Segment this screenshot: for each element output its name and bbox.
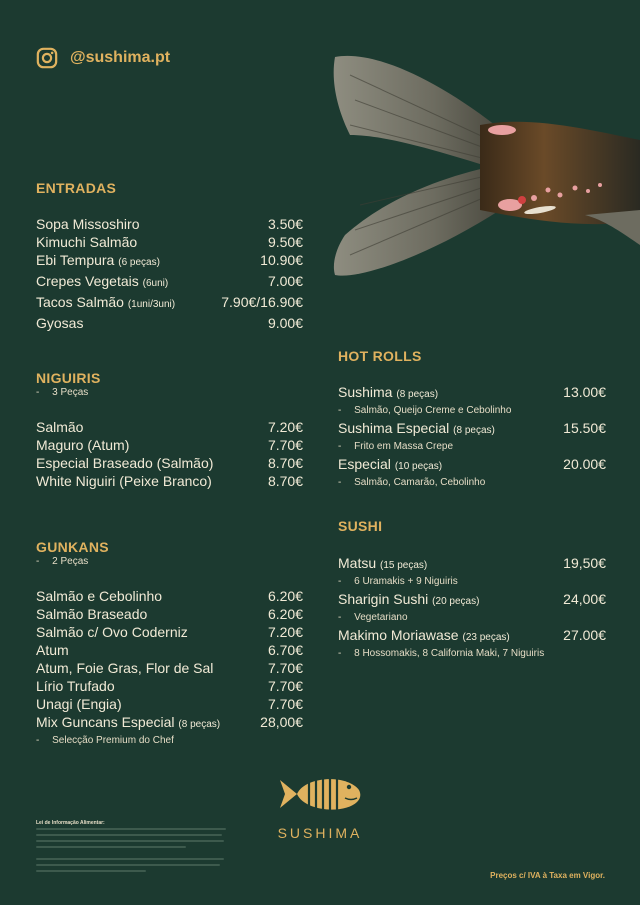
fish-logo-icon [275, 770, 365, 818]
entradas-list [36, 215, 303, 332]
menu-item: Atum 6.70€ [36, 642, 303, 658]
brand-name: SUSHIMA [277, 825, 363, 841]
menu-item: Sopa Missoshiro 3.50€ [36, 216, 303, 232]
gunkans-list [36, 587, 303, 747]
menu-item: Lírio Trufado 7.70€ [36, 678, 303, 694]
section-subtitle: - 2 Peças [36, 556, 89, 567]
section-title-gunkans: GUNKANS [36, 539, 109, 555]
menu-item: Matsu (15 peças) 19,50€ [338, 555, 606, 571]
section-subtitle: - 3 Peças [36, 387, 89, 398]
section-title-sushi: SUSHI [338, 518, 383, 534]
menu-item: Atum, Foie Gras, Flor de Sal 7.70€ [36, 660, 303, 676]
niguiris-list [36, 418, 303, 490]
menu-item: Salmão Braseado 6.20€ [36, 606, 303, 622]
menu-item: Crepes Vegetais (6uni) 7.00€ [36, 273, 303, 289]
instagram-icon [36, 47, 58, 69]
menu-item: Mix Guncans Especial (8 peças) 28,00€ [36, 714, 303, 730]
menu-item: Gyosas 9.00€ [36, 315, 303, 331]
section-title-niguiris: NIGUIRIS [36, 370, 101, 386]
menu-item: Especial (10 peças) 20.00€ [338, 456, 606, 472]
section-title-entradas: ENTRADAS [36, 180, 117, 196]
food-info-text [36, 828, 226, 872]
fish-tail-illustration [330, 45, 640, 285]
menu-item: White Niguiri (Peixe Branco) 8.70€ [36, 473, 303, 489]
menu-item: Sushima Especial (8 peças) 15.50€ [338, 420, 606, 436]
menu-item: Especial Braseado (Salmão) 8.70€ [36, 455, 303, 471]
food-info-title: Lei de Informação Alimentar: [36, 820, 105, 826]
item-note: - Salmão, Queijo Creme e Cebolinho [338, 405, 512, 416]
hot-rolls-list [338, 383, 606, 489]
item-note: - 6 Uramakis + 9 Niguiris [338, 576, 458, 587]
sushima-logo [275, 770, 365, 841]
menu-item: Kimuchi Salmão 9.50€ [36, 234, 303, 250]
menu-item: Salmão 7.20€ [36, 419, 303, 435]
item-note: - Frito em Massa Crepe [338, 441, 454, 452]
instagram-handle[interactable]: @sushima.pt [70, 49, 171, 66]
menu-item: Sushima (8 peças) 13.00€ [338, 384, 606, 400]
menu-item: Salmão e Cebolinho 6.20€ [36, 588, 303, 604]
section-title-hot-rolls: HOT ROLLS [338, 348, 422, 364]
menu-item: Sharigin Sushi (20 peças) 24,00€ [338, 591, 606, 607]
menu-item: Makimo Moriawase (23 peças) 27.00€ [338, 627, 606, 643]
sushi-list [338, 554, 606, 660]
item-note: - Selecção Premium do Chef [36, 735, 174, 746]
instagram-header [36, 47, 170, 69]
item-note: - 8 Hossomakis, 8 California Maki, 7 Niguiris [338, 648, 545, 659]
menu-item: Maguro (Atum) 7.70€ [36, 437, 303, 453]
item-note: - Vegetariano [338, 612, 408, 623]
menu-item: Tacos Salmão (1uni/3uni) 7.90€/16.90€ [36, 294, 303, 310]
menu-item: Ebi Tempura (6 peças) 10.90€ [36, 252, 303, 268]
vat-note: Preços c/ IVA à Taxa em Vigor. [490, 871, 605, 880]
item-note: - Salmão, Camarão, Cebolinho [338, 477, 486, 488]
menu-item: Salmão c/ Ovo Coderniz 7.20€ [36, 624, 303, 640]
menu-item: Unagi (Engia) 7.70€ [36, 696, 303, 712]
